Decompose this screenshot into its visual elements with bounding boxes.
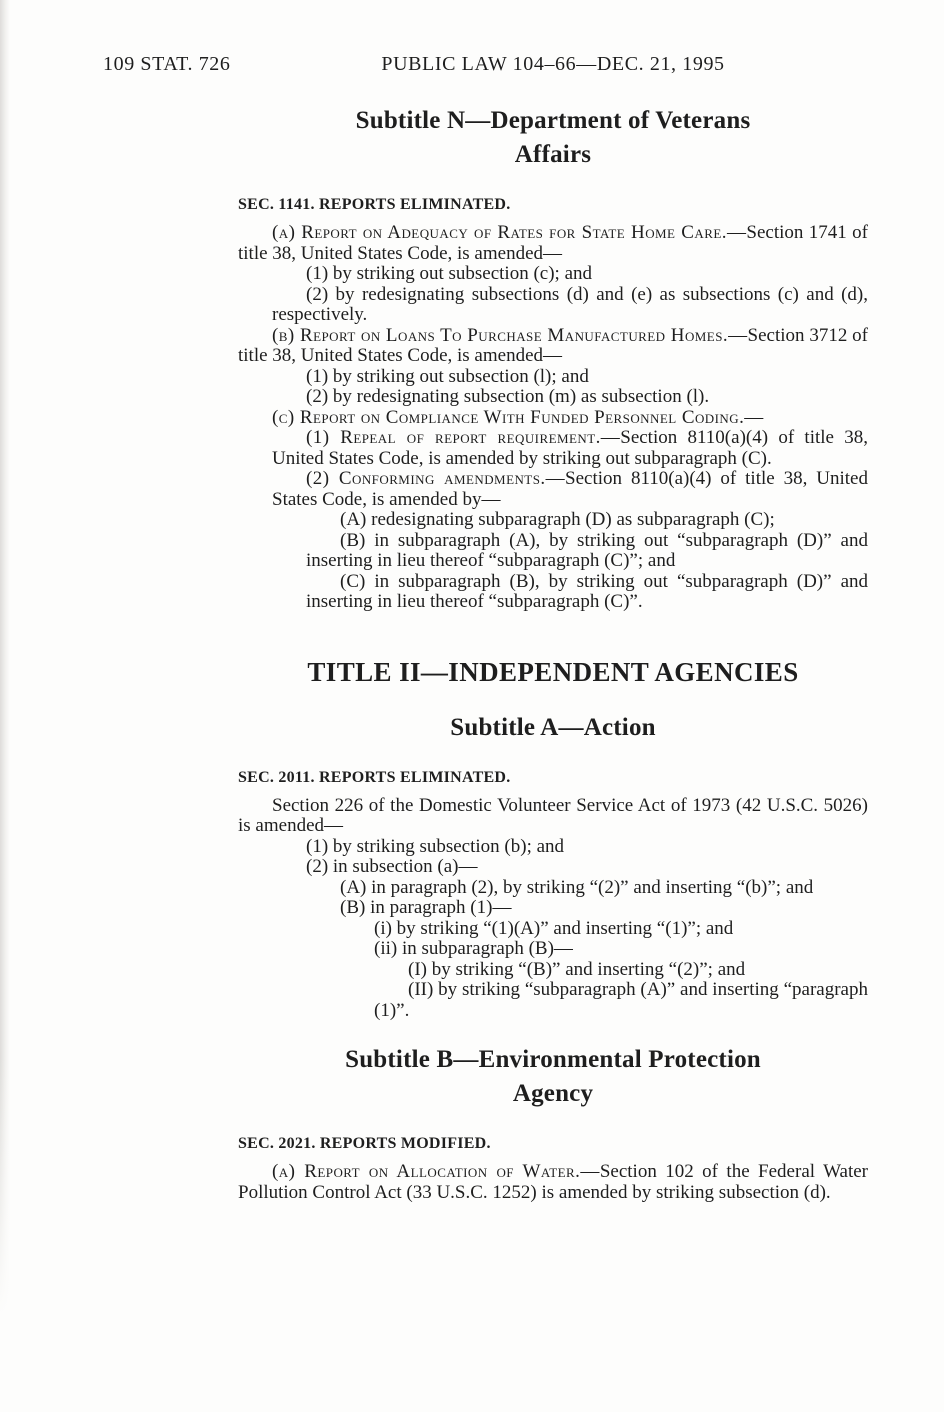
statute-paragraph (238, 898, 868, 919)
body-text: (C) in subparagraph (B), by striking out “subparagraph (D)” and inserting in lieu thereof “subparagraph (C)”. (306, 570, 868, 612)
small-caps-text: (a) Report on Allocation of Water.— (272, 1161, 600, 1182)
small-caps-text: (2) Conforming amendments.— (306, 468, 566, 489)
heading-line: Subtitle B—Environmental Protection (345, 1046, 761, 1073)
section-heading: SEC. 2021. REPORTS MODIFIED. (238, 1135, 491, 1152)
statute-paragraph (238, 469, 868, 510)
body-text: Section 8110(a)(4) of title 38, United States Code, is amended by striking out subparagraph (C). (272, 427, 868, 469)
heading-line: Subtitle A—Action (450, 713, 656, 741)
heading-line: Subtitle N—Department of Veterans (355, 107, 751, 134)
section-heading: SEC. 1141. REPORTS ELIMINATED. (238, 196, 511, 213)
statute-paragraph (238, 264, 868, 285)
section-heading: SEC. 2011. REPORTS ELIMINATED. (238, 768, 511, 786)
small-caps-text: (a) Report on Adequacy of Rates for State Home Care.— (272, 222, 747, 243)
statute-paragraph (238, 837, 868, 858)
statute-paragraph (238, 285, 868, 326)
heading-line: Agency (512, 1080, 594, 1107)
small-caps-text: (1) Repeal of report requirement.— (306, 427, 621, 448)
statute-paragraph (238, 857, 868, 878)
statute-paragraph (238, 960, 868, 981)
body-text: Section 3712 of title 38, United States Code, is amended— (238, 324, 868, 366)
heading-line: TITLE II—INDEPENDENT AGENCIES (307, 656, 799, 687)
body-text: (A) redesignating subparagraph (D) as subparagraph (C); (340, 509, 775, 530)
body-text: (1) by striking out subsection (c); and (306, 263, 593, 284)
body-text: Section 226 of the Domestic Volunteer Service Act of 1973 (42 U.S.C. 5026) is amended— (238, 794, 868, 836)
body-text: (2) by redesignating subsection (m) as subsection (l). (306, 386, 710, 407)
statute-paragraph (238, 1162, 868, 1203)
body-text: (ii) in subparagraph (B)— (374, 938, 573, 959)
stat-page-number: 109 STAT. 726 (103, 53, 231, 75)
public-law-title: PUBLIC LAW 104–66—DEC. 21, 1995 (381, 53, 725, 75)
body-text: (1) by striking out subsection (l); and (306, 365, 589, 387)
statute-paragraph (238, 939, 868, 960)
statute-paragraph (238, 980, 868, 1021)
small-caps-text: (c) Report on Compliance With Funded Personnel Coding.— (272, 406, 764, 428)
running-header (0, 53, 944, 79)
body-text: (B) in subparagraph (A), by striking out “subparagraph (D)” and inserting in lieu thereof “subparagraph (C)”; and (306, 529, 868, 571)
small-caps-text: (b) Report on Loans To Purchase Manufactured Homes.— (272, 324, 748, 346)
statute-paragraph (238, 408, 868, 429)
statute-paragraph (238, 367, 868, 388)
statute-paragraph (238, 510, 868, 531)
body-text: (2) by redesignating subsections (d) and (e) as subsections (c) and (d), respectively. (272, 283, 868, 325)
statute-paragraph (238, 878, 868, 899)
body-text: (1) by striking subsection (b); and (306, 835, 565, 857)
body-text: (A) in paragraph (2), by striking “(2)” and inserting “(b)”; and (340, 876, 814, 898)
body-text: (I) by striking “(B)” and inserting “(2)”; and (408, 958, 746, 980)
subtitle-heading (238, 104, 868, 172)
body-text: (B) in paragraph (1)— (340, 897, 512, 918)
body-text: (2) in subsection (a)— (306, 856, 478, 877)
heading-line: Affairs (514, 141, 592, 168)
statute-paragraph (238, 531, 868, 572)
statute-paragraph (238, 223, 868, 264)
body-text: (i) by striking “(1)(A)” and inserting “(1)”; and (374, 917, 734, 939)
subtitle-heading (238, 1043, 868, 1111)
statute-body (238, 92, 868, 1203)
statute-paragraph (238, 326, 868, 367)
statute-paragraph (238, 572, 868, 613)
title-heading (238, 655, 868, 689)
statute-paragraph (238, 919, 868, 940)
body-text: (II) by striking “subparagraph (A)” and inserting “paragraph (1)”. (374, 979, 868, 1021)
statute-paragraph (238, 796, 868, 837)
scan-edge-artifact (0, 0, 10, 1315)
statute-paragraph (238, 387, 868, 408)
body-text: Section 102 of the Federal Water Pollution Control Act (33 U.S.C. 1252) is amended by striking subsection (d). (238, 1161, 868, 1203)
statute-paragraph (238, 428, 868, 469)
body-text: Section 1741 of title 38, United States Code, is amended— (238, 222, 868, 264)
subtitle-heading (238, 711, 868, 745)
body-text: Section 8110(a)(4) of title 38, United States Code, is amended by— (272, 468, 868, 510)
